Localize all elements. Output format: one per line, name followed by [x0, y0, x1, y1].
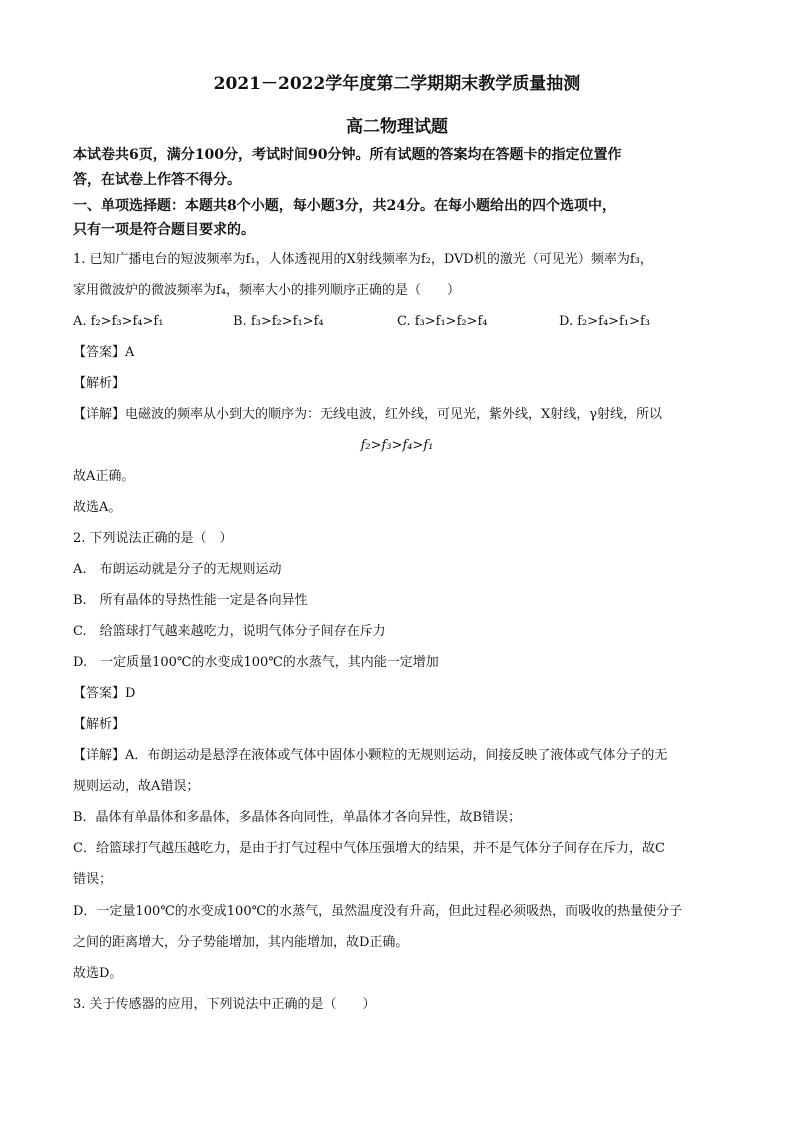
- question-1-stem-line-2: 家用微波炉的微波频率为f₄，频率大小的排列顺序正确的是（ ）: [73, 283, 461, 298]
- question-1-choice: 故选A。: [73, 500, 122, 515]
- question-2-answer: 【答案】D: [73, 686, 136, 701]
- question-3-stem: 3. 关于传感器的应用，下列说法中正确的是（ ）: [73, 997, 376, 1012]
- question-1-stem-line-1: 1. 已知广播电台的短波频率为f₁，人体透视用的X射线频率为f₂，DVD机的激光（可见光）频率为f₃，: [73, 252, 653, 267]
- question-2-option-d: D. 一定质量100℃的水变成100℃的水蒸气，其内能一定增加: [73, 655, 439, 670]
- question-2-detail-c-line-2: 错误；: [73, 872, 113, 887]
- exam-title: 2021－2022学年度第二学期期末教学质量抽测: [213, 74, 581, 94]
- question-2-option-a: A. 布朗运动就是分子的无规则运动: [73, 562, 282, 577]
- question-2-detail-d-line-2: 之间的距离增大，分子势能增加，其内能增加，故D正确。: [73, 935, 409, 950]
- exam-subtitle: 高二物理试题: [346, 117, 448, 137]
- question-1-analysis-label: 【解析】: [73, 376, 126, 391]
- instructions-line-2: 答，在试卷上作答不得分。: [73, 172, 241, 188]
- question-1-option-c: C. f₃>f₁>f₂>f₄: [397, 314, 488, 329]
- question-2-detail-a-line-2: 规则运动，故A错误；: [73, 779, 200, 794]
- question-1-conclusion: 故A正确。: [73, 469, 135, 484]
- question-2-option-c: C. 给篮球打气越来越吃力，说明气体分子间存在斥力: [73, 624, 386, 639]
- question-2-detail-c-line-1: C．给篮球打气越压越吃力，是由于打气过程中气体压强增大的结果，并不是气体分子间存在斥力，故C: [73, 841, 665, 856]
- instructions-line-1: 本试卷共6页，满分100分，考试时间90分钟。所有试题的答案均在答题卡的指定位置作: [73, 147, 622, 163]
- question-2-analysis-label: 【解析】: [73, 717, 126, 732]
- question-1-answer: 【答案】A: [73, 345, 135, 360]
- question-1-option-b: B. f₃>f₂>f₁>f₄: [233, 314, 324, 329]
- question-1-option-a: A. f₂>f₃>f₄>f₁: [73, 314, 164, 329]
- question-2-stem: 2. 下列说法正确的是（ ）: [73, 531, 233, 546]
- question-1-detail: 【详解】电磁波的频率从小到大的顺序为：无线电波，红外线，可见光，紫外线，X射线，γ射线，所以: [73, 407, 663, 422]
- question-2-detail-d-line-1: D．一定量100℃的水变成100℃的水蒸气，虽然温度没有升高，但此过程必须吸热，而吸收的热量使分子: [73, 904, 683, 919]
- question-2-detail-a-line-1: 【详解】A．布朗运动是悬浮在液体或气体中固体小颗粒的无规则运动，间接反映了液体或气体分子的无: [73, 748, 668, 763]
- question-1-option-d: D. f₂>f₄>f₁>f₃: [559, 314, 650, 329]
- question-2-detail-b: B．晶体有单晶体和多晶体，多晶体各向同性，单晶体才各向异性，故B错误；: [73, 810, 522, 825]
- question-2-option-b: B. 所有晶体的导热性能一定是各向异性: [73, 593, 308, 608]
- question-1-formula: f₂>f₃>f₄>f₁: [360, 438, 434, 453]
- section-heading-line-1: 一、单项选择题：本题共8个小题，每小题3分，共24分。在每小题给出的四个选项中，: [73, 198, 616, 214]
- question-2-choice: 故选D。: [73, 966, 123, 981]
- section-heading-line-2: 只有一项是符合题目要求的。: [73, 222, 255, 238]
